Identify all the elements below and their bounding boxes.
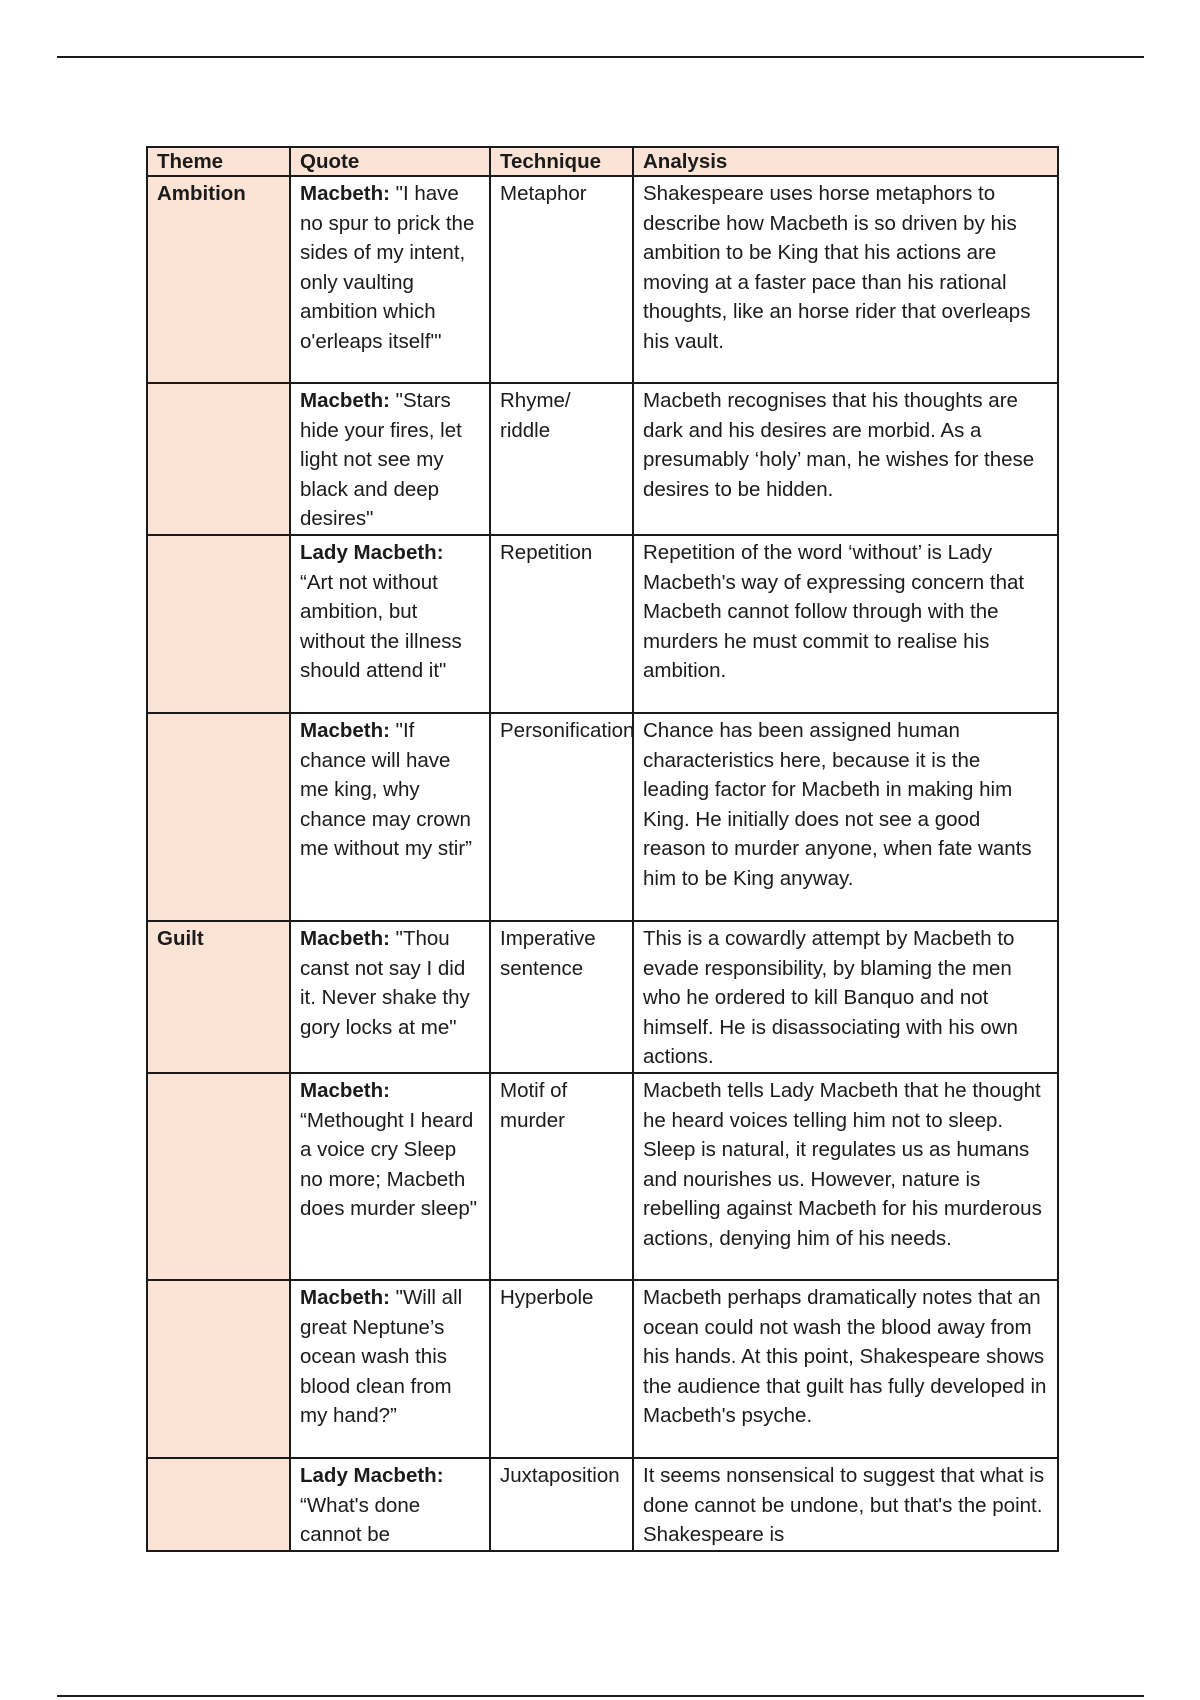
theme-cell: [147, 1458, 290, 1551]
speaker: Macbeth:: [300, 926, 390, 950]
quote-text: "Stars hide your fires, let light not see my black and deep desires": [300, 389, 462, 531]
table-row: [147, 713, 1058, 921]
theme-cell: [147, 1280, 290, 1458]
quote-text: "I have no spur to prick the sides of my intent, only vaulting ambition which o'erleaps itself'": [300, 182, 475, 353]
quote-text: “Methought I heard a voice cry Sleep no more; Macbeth does murder sleep": [300, 1108, 478, 1221]
technique-cell: Imperative sentence: [490, 921, 633, 1073]
header-quote: Quote: [290, 147, 490, 176]
header-analysis: Analysis: [633, 147, 1058, 176]
quote-text: “What's done cannot be: [300, 1493, 421, 1547]
speaker: Macbeth:: [300, 389, 390, 412]
theme-cell: Ambition: [147, 176, 290, 383]
speaker: Macbeth:: [300, 1078, 390, 1102]
header-theme: Theme: [147, 147, 290, 176]
technique-cell: Personification: [490, 713, 633, 921]
quote-cell: [290, 383, 490, 535]
quote-text: “Art not without ambition, but without the illness should attend it": [300, 570, 462, 683]
speaker: Macbeth:: [300, 1285, 390, 1309]
quote-cell: [290, 1458, 490, 1551]
technique-cell: Juxtaposition: [490, 1458, 633, 1551]
technique-cell: Motif of murder: [490, 1073, 633, 1280]
footer-rule: [57, 1695, 1144, 1697]
quote-cell: [290, 1073, 490, 1280]
theme-cell: [147, 713, 290, 921]
technique-cell: Hyperbole: [490, 1280, 633, 1458]
speaker: Macbeth:: [300, 718, 390, 742]
header-technique: Technique: [490, 147, 633, 176]
theme-cell: [147, 1073, 290, 1280]
technique-cell: Repetition: [490, 535, 633, 713]
quote-text: "If chance will have me king, why chance may crown me without my stir”: [300, 718, 472, 861]
table-row: [147, 535, 1058, 713]
table-row: [147, 921, 1058, 1073]
quote-cell: [290, 921, 490, 1073]
theme-cell: [147, 383, 290, 535]
speaker: Lady Macbeth:: [300, 540, 444, 564]
quote-cell: [290, 713, 490, 921]
analysis-cell: Macbeth perhaps dramatically notes that an ocean could not wash the blood away from his hands. At this point, Shakespeare shows the audience that guilt has fully developed in Macbeth's psyche.: [633, 1280, 1058, 1458]
quotes-table: [146, 146, 1059, 1552]
theme-cell: Guilt: [147, 921, 290, 1073]
quote-text: "Thou canst not say I did it. Never shake thy gory locks at me": [300, 926, 470, 1039]
table-row: [147, 1073, 1058, 1280]
quote-cell: [290, 176, 490, 383]
technique-cell: Metaphor: [490, 176, 633, 383]
analysis-cell: Macbeth tells Lady Macbeth that he thought he heard voices telling him not to sleep. Sleep is natural, it regulates us as humans and nourishes us. However, nature is rebelling against Macbeth for his murderous actions, denying him of his needs.: [633, 1073, 1058, 1280]
analysis-cell: Shakespeare uses horse metaphors to describe how Macbeth is so driven by his ambition to be King that his actions are moving at a faster pace than his rational thoughts, like an horse rider that overleaps his vault.: [633, 176, 1058, 383]
theme-cell: [147, 535, 290, 713]
analysis-cell: This is a cowardly attempt by Macbeth to evade responsibility, by blaming the men who he ordered to kill Banquo and not himself. He is disassociating with his own actions.: [633, 921, 1058, 1073]
quote-cell: [290, 1280, 490, 1458]
speaker: Macbeth:: [300, 182, 390, 205]
quote-cell: [290, 535, 490, 713]
table-row: [147, 383, 1058, 535]
analysis-cell: Chance has been assigned human characteristics here, because it is the leading factor for Macbeth in making him King. He initially does not see a good reason to murder anyone, when fate wants him to be King anyway.: [633, 713, 1058, 921]
table-row: [147, 1458, 1058, 1551]
analysis-cell: It seems nonsensical to suggest that what is done cannot be undone, but that's the point. Shakespeare is: [633, 1458, 1058, 1551]
table-row: [147, 1280, 1058, 1458]
analysis-cell: Repetition of the word ‘without’ is Lady Macbeth's way of expressing concern that Macbeth cannot follow through with the murders he must commit to realise his ambition.: [633, 535, 1058, 713]
header-rule: [57, 56, 1144, 58]
speaker: Lady Macbeth:: [300, 1463, 444, 1487]
header-row: [147, 147, 1058, 176]
technique-cell: Rhyme/ riddle: [490, 383, 633, 535]
analysis-cell: Macbeth recognises that his thoughts are dark and his desires are morbid. As a presumably ‘holy’ man, he wishes for these desires to be hidden.: [633, 383, 1058, 535]
table-row: [147, 176, 1058, 383]
quote-text: "Will all great Neptune’s ocean wash this blood clean from my hand?”: [300, 1285, 463, 1428]
